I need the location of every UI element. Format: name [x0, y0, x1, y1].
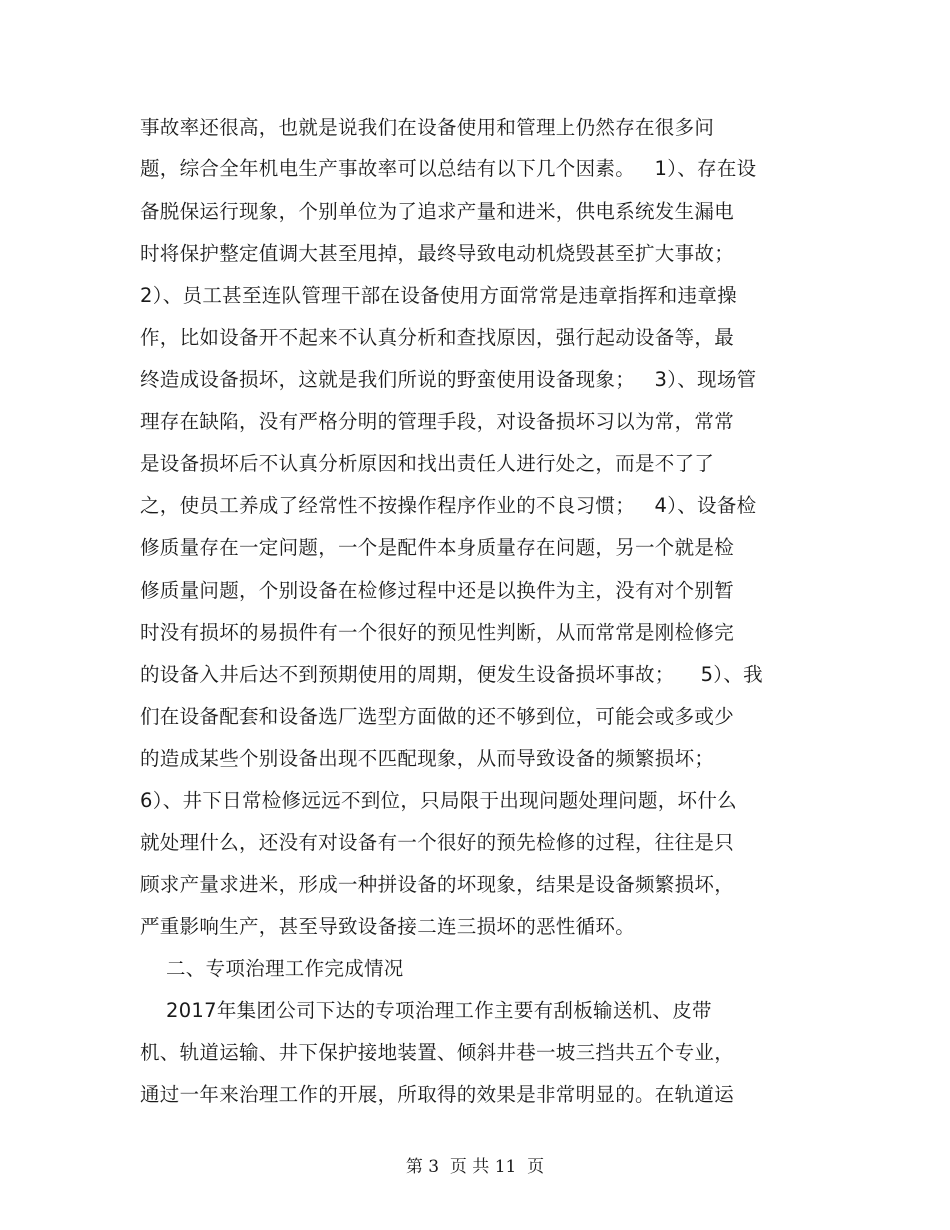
text-line: 修质量问题，个别设备在检修过程中还是以换件为主，没有对个别暂 — [140, 579, 735, 602]
page-footer: 第 3 页 共 11 页 — [405, 1157, 545, 1177]
text-line: 备脱保运行现象，个别单位为了追求产量和进米，供电系统发生漏电 — [140, 200, 735, 223]
text-line: 2）、员工甚至连队管理干部在设备使用方面常常是违章指挥和违章操 — [140, 284, 737, 307]
text-line: 时将保护整定值调大甚至甩掉，最终导致电动机烧毁甚至扩大事故； — [140, 242, 735, 265]
text-line: 之，使员工养成了经常性不按操作程序作业的不良习惯； 4）、设备检 — [140, 494, 757, 517]
text-line: 终造成设备损坏，这就是我们所说的野蛮使用设备现象； 3）、现场管 — [140, 368, 757, 391]
text-line: 理存在缺陷，没有严格分明的管理手段，对设备损坏习以为常，常常 — [140, 410, 735, 433]
text-line: 的造成某些个别设备出现不匹配现象，从而导致设备的频繁损坏； — [140, 747, 715, 770]
text-line: 题，综合全年机电生产事故率可以总结有以下几个因素。 1）、存在设 — [140, 157, 757, 180]
text-line: 机、轨道运输、井下保护接地装置、倾斜井巷一坡三挡共五个专业， — [140, 1041, 735, 1064]
text-line: 的设备入井后达不到预期使用的周期，便发生设备损坏事故； 5）、我 — [140, 663, 763, 686]
text-line: 修质量存在一定问题，一个是配件本身质量存在问题，另一个就是检 — [140, 536, 735, 559]
text-line: 严重影响生产，甚至导致设备接二连三损坏的恶性循环。 — [140, 915, 636, 938]
text-line: 就处理什么，还没有对设备有一个很好的预先检修的过程，往往是只 — [140, 831, 735, 854]
text-line: 6）、井下日常检修远远不到位，只局限于出现问题处理问题，坏什么 — [140, 789, 737, 812]
text-line: 顾求产量求进米，形成一种拼设备的坏现象，结果是设备频繁损坏， — [140, 873, 735, 896]
text-line: 们在设备配套和设备选厂选型方面做的还不够到位，可能会或多或少 — [140, 705, 735, 728]
text-line: 二、专项治理工作完成情况 — [140, 957, 404, 980]
text-line: 2017年集团公司下达的专项治理工作主要有刮板输送机、皮带 — [140, 999, 712, 1022]
text-line: 通过一年来治理工作的开展，所取得的效果是非常明显的。在轨道运 — [140, 1083, 735, 1106]
text-line: 时没有损坏的易损件有一个很好的预见性判断，从而常常是刚检修完 — [140, 621, 735, 644]
text-line: 是设备损坏后不认真分析原因和找出责任人进行处之，而是不了了 — [140, 452, 715, 475]
text-line: 事故率还很高，也就是说我们在设备使用和管理上仍然存在很多问 — [140, 116, 715, 139]
text-line: 作，比如设备开不起来不认真分析和查找原因，强行起动设备等，最 — [140, 326, 735, 349]
